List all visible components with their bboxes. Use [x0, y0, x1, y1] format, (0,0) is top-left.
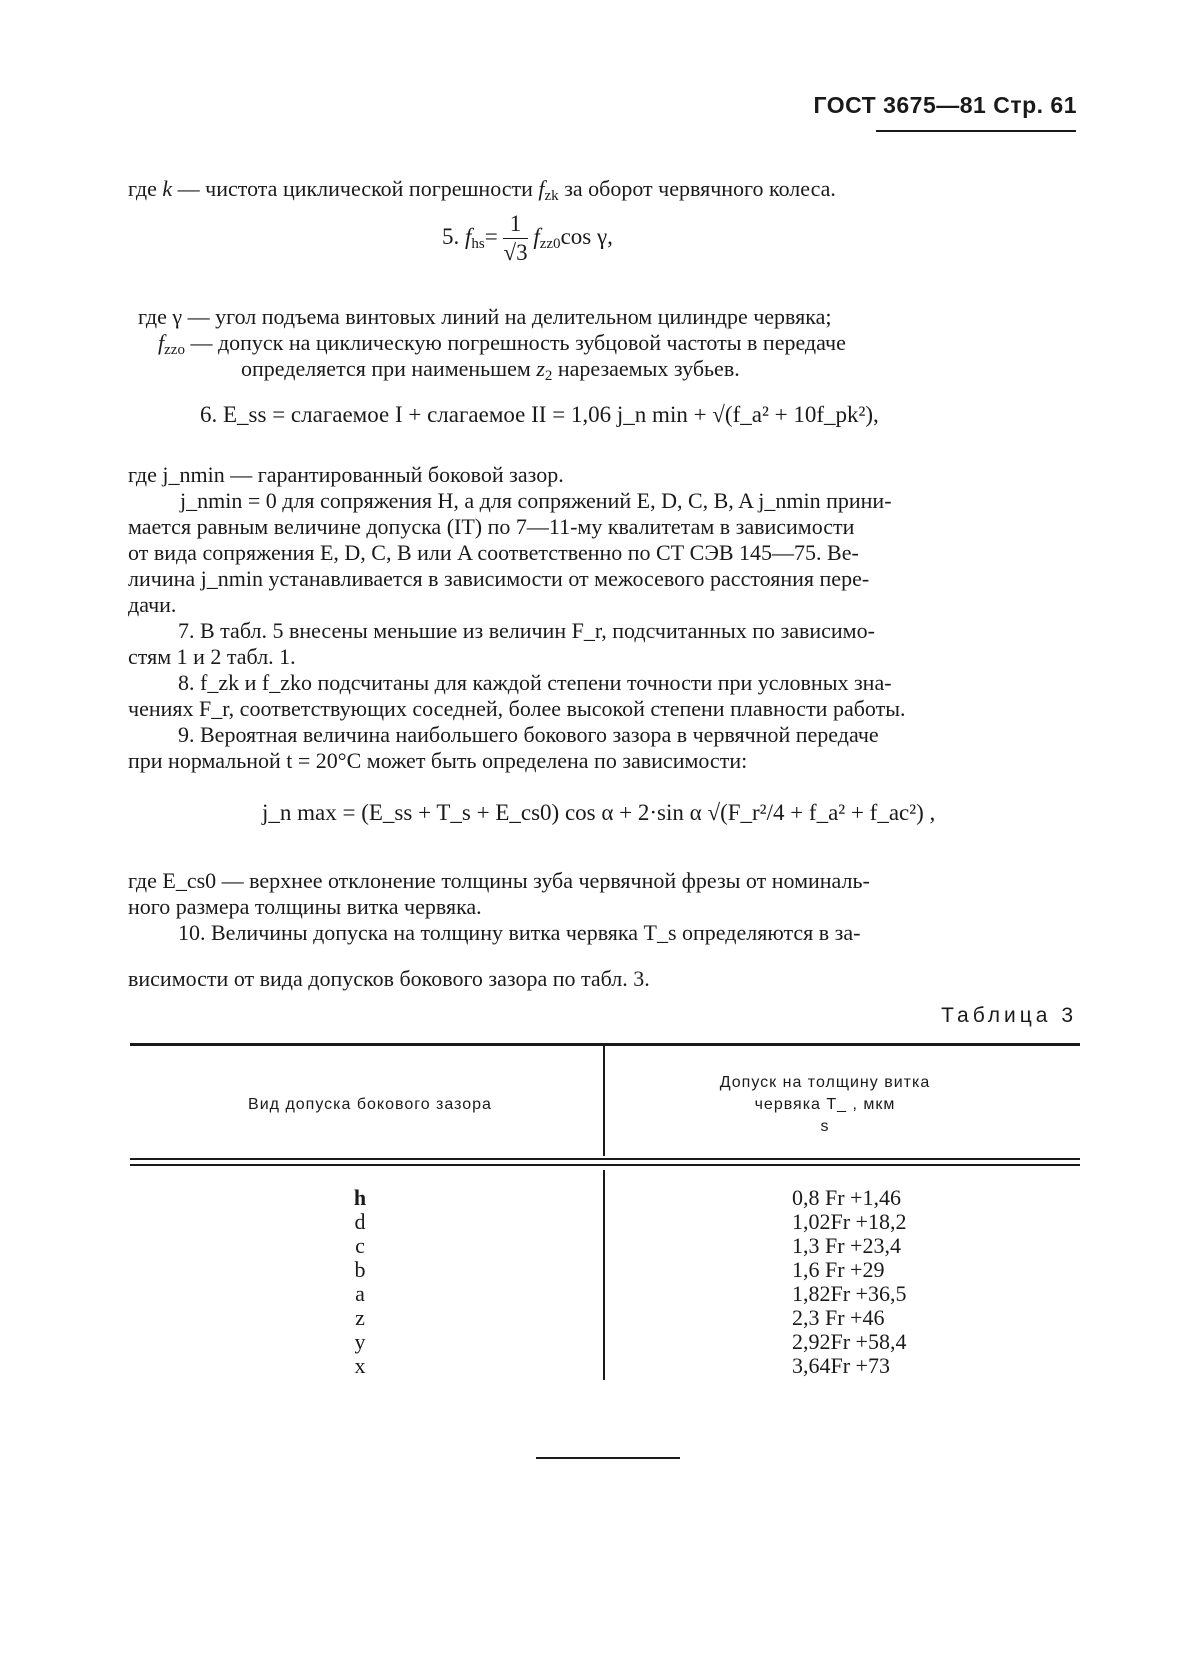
- para2-z: z: [536, 356, 545, 381]
- para2-z-sub: 2: [544, 368, 553, 384]
- table-row-value: 2,3 Fr +46: [792, 1305, 885, 1330]
- para1-lead: где: [128, 176, 157, 201]
- para3-line4: от вида сопряжения E, D, C, B или A соответственно по СТ СЭВ 145—75. Ве-: [128, 540, 859, 565]
- table-row-code: y: [354, 1329, 366, 1354]
- para3-line3: мается равным величине допуска (IT) по 7—11-му квалитетам в зависимости: [128, 514, 855, 539]
- formula5-frac-num: 1: [503, 210, 527, 239]
- para2-line3-tail: нарезаемых зубьев.: [557, 356, 740, 381]
- para10-line1: 10. Величины допуска на толщину витка червяка T_s определяются в за-: [178, 920, 861, 945]
- para2-line2-text: — допуск на циклическую погрешность зубцовой частоты в передаче: [190, 330, 846, 355]
- formula5-lhs-sub: hs: [471, 235, 485, 252]
- table-body-divider: [603, 1170, 605, 1380]
- para7-line1: 7. В табл. 5 внесены меньшие из величин F_r, подсчитанных по зависимо-: [178, 618, 875, 643]
- formula5-rhs-tail: cos γ,: [560, 223, 613, 249]
- table-row-code: a: [355, 1281, 365, 1306]
- para1-sym: f: [538, 176, 545, 201]
- table-row-value: 1,3 Fr +23,4: [792, 1233, 901, 1258]
- table-header-rule-2: [130, 1164, 1080, 1166]
- formula-9: j_n max = (E_ss + T_s + E_cs0) cos α + 2·sin α √(F_r²/4 + f_a² + f_ac²) ,: [262, 800, 936, 825]
- formula-6: 6. E_ss = слагаемое I + слагаемое II = 1,06 j_n min + √(f_a² + 10f_pk²),: [200, 402, 879, 427]
- table-row-code: b: [354, 1257, 366, 1282]
- paragraph-frequency: [128, 176, 836, 209]
- para3-line2: j_nmin = 0 для сопряжения H, а для сопряжений E, D, C, B, A j_nmin прини-: [180, 488, 892, 513]
- table-col2-header: [640, 1072, 1010, 1138]
- formula5-rhs: f: [533, 223, 540, 249]
- table-row-value: 0,8 Fr +1,46: [792, 1185, 901, 1210]
- table-row-code: d: [354, 1209, 366, 1234]
- formula5-rhs-sub: zz0: [539, 235, 561, 252]
- para2-line3: [241, 356, 740, 389]
- formula-5: [442, 210, 613, 267]
- para1-sym-sub: zk: [544, 188, 559, 204]
- para2-line3-text: определяется при наименьшем: [241, 356, 531, 381]
- col2-header-line1: Допуск на толщину витка: [719, 1074, 931, 1091]
- col2-header-line3: s: [820, 1118, 830, 1135]
- table-caption: Таблица 3: [941, 1004, 1077, 1027]
- table-row-code: c: [355, 1233, 365, 1258]
- para2-sym-sub: zzo: [164, 342, 185, 358]
- para-ecso-line2: ного размера толщины витка червяка.: [128, 894, 482, 919]
- para3-line5: личина j_nmin устанавливается в зависимости от межосевого расстояния пере-: [128, 566, 870, 591]
- formula5-frac-den: √3: [503, 240, 528, 265]
- para3-line1: где j_nmin — гарантированный боковой зазор.: [128, 462, 564, 487]
- para8-line1: 8. f_zk и f_zko подсчитаны для каждой степени точности при условных зна-: [178, 670, 892, 695]
- para1-var: k: [162, 176, 173, 201]
- formula5-lhs: f: [465, 223, 472, 249]
- para1-tail: за оборот червячного колеса.: [564, 176, 836, 201]
- formula5-number: 5.: [442, 223, 460, 249]
- table-row-value: 1,82Fr +36,5: [792, 1281, 907, 1306]
- para8-line2: чениях F_r, соответствующих соседней, более высокой степени плавности работы.: [128, 696, 906, 721]
- col2-header-line2: червяка T_ , мкм: [754, 1096, 896, 1113]
- table-col1-header: Вид допуска бокового зазора: [248, 1096, 492, 1113]
- header-rule: [876, 130, 1076, 132]
- formula5-eq: =: [484, 223, 498, 249]
- para7-line2: стям 1 и 2 табл. 1.: [128, 644, 296, 669]
- table-top-rule: [130, 1043, 1080, 1046]
- page-header: ГОСТ 3675—81 Стр. 61: [813, 92, 1077, 118]
- table-header-divider: [603, 1046, 605, 1156]
- para10-line2: висимости от вида допусков бокового зазора по табл. 3.: [128, 966, 650, 991]
- para9-line2: при нормальной t = 20°C может быть определена по зависимости:: [128, 748, 748, 773]
- para1-text: — чистота циклической погрешности: [177, 176, 533, 201]
- para-ecso-line1: где E_cs0 — верхнее отклонение толщины зуба червячной фрезы от номиналь-: [128, 868, 870, 893]
- para2-line1: где γ — угол подъема винтовых линий на делительном цилиндре червяка;: [138, 304, 832, 329]
- table-header-rule-1: [130, 1158, 1080, 1160]
- table-row-code: x: [354, 1353, 366, 1378]
- para9-line1: 9. Вероятная величина наибольшего бокового зазора в червячной передаче: [178, 722, 879, 747]
- table-row-code: h: [353, 1185, 367, 1210]
- para3-line6: дачи.: [128, 592, 177, 617]
- end-rule: [536, 1457, 680, 1459]
- table-row-value: 1,02Fr +18,2: [792, 1209, 907, 1234]
- table-row-value: 1,6 Fr +29: [792, 1257, 885, 1282]
- formula5-fraction: [503, 210, 527, 267]
- table-row-code: z: [355, 1305, 365, 1330]
- table-row-value: 2,92Fr +58,4: [792, 1329, 907, 1354]
- table-row-value: 3,64Fr +73: [792, 1353, 890, 1378]
- para2-sym: f: [158, 330, 165, 355]
